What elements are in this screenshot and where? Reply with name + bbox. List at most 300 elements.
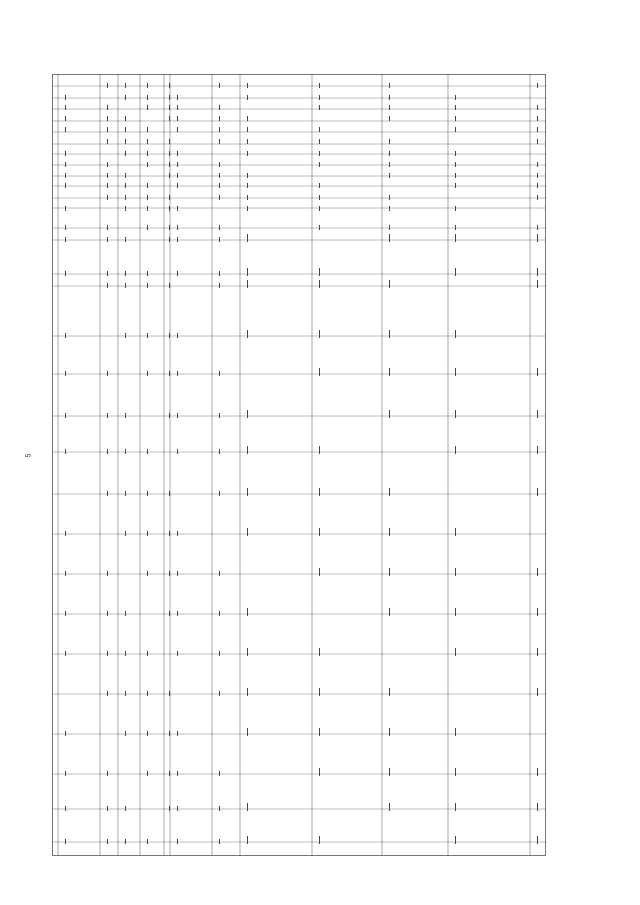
cell-text-stroke [125, 271, 126, 276]
table-cell-mark [218, 83, 221, 88]
table-cell-mark [106, 771, 109, 776]
cell-text-stroke [389, 195, 390, 200]
cell-text-stroke [107, 413, 108, 418]
cell-text-stroke [537, 162, 538, 167]
table-cell-mark [218, 183, 221, 188]
cell-text-stroke [455, 225, 456, 230]
table-cell-mark [106, 839, 109, 844]
cell-text-stroke [455, 768, 456, 776]
table-cell-mark [64, 105, 67, 110]
cell-text-stroke [125, 839, 126, 844]
cell-text-stroke [389, 410, 390, 418]
table-cell-mark [388, 83, 391, 88]
table-cell-mark [64, 116, 67, 121]
table-cell-mark [64, 731, 67, 736]
cell-text-stroke [65, 162, 66, 167]
table-cell-mark [454, 225, 457, 230]
table-cell-mark [454, 728, 457, 736]
cell-text-stroke [455, 803, 456, 811]
table-cell-mark [146, 571, 149, 576]
table-cell-mark [246, 488, 249, 496]
cell-text-stroke [389, 528, 390, 536]
table-cell-mark [536, 195, 539, 200]
table-cell-mark [218, 806, 221, 811]
cell-text-stroke [389, 330, 390, 338]
table-cell-mark [246, 173, 249, 178]
cell-text-stroke [537, 446, 538, 454]
cell-text-stroke [107, 225, 108, 230]
table-cell-mark [124, 271, 127, 276]
table-cell-mark [124, 195, 127, 200]
table-cell-mark [454, 183, 457, 188]
table-cell-mark [146, 691, 149, 696]
table-cell-mark [318, 528, 321, 536]
table-cell-mark [168, 173, 171, 178]
table-cell-mark [246, 195, 249, 200]
table-cell-mark [388, 330, 391, 338]
cell-text-stroke [177, 571, 178, 576]
cell-text-stroke [455, 410, 456, 418]
cell-text-stroke [125, 183, 126, 188]
table-cell-mark [246, 234, 249, 242]
table-cell-mark [318, 105, 321, 110]
table-cell-mark [454, 162, 457, 167]
table-cell-mark [124, 839, 127, 844]
cell-text-stroke [147, 162, 148, 167]
table-cell-mark [106, 139, 109, 144]
table-cell-mark [218, 162, 221, 167]
table-cell-mark [124, 183, 127, 188]
table-cell-mark [168, 116, 171, 121]
table-cell-mark [106, 127, 109, 132]
table-cell-mark [536, 268, 539, 276]
cell-text-stroke [219, 413, 220, 418]
cell-text-stroke [107, 283, 108, 288]
cell-text-stroke [107, 195, 108, 200]
table-cell-mark [124, 83, 127, 88]
table-cell-mark [106, 116, 109, 121]
table-cell-mark [536, 116, 539, 121]
cell-text-stroke [169, 116, 170, 121]
cell-text-stroke [65, 206, 66, 211]
table-cell-mark [146, 283, 149, 288]
table-cell-mark [454, 234, 457, 242]
table-cell-mark [218, 449, 221, 454]
table-cell-mark [146, 83, 149, 88]
cell-text-stroke [125, 449, 126, 454]
table-cell-mark [176, 127, 179, 132]
table-cell-mark [124, 173, 127, 178]
cell-text-stroke [537, 768, 538, 776]
table-cell-mark [146, 105, 149, 110]
cell-text-stroke [147, 271, 148, 276]
cell-text-stroke [537, 280, 538, 288]
cell-text-stroke [107, 83, 108, 88]
table-cell-mark [318, 488, 321, 496]
cell-text-stroke [455, 183, 456, 188]
table-cell-mark [246, 139, 249, 144]
cell-text-stroke [169, 491, 170, 496]
table-cell-mark [536, 162, 539, 167]
cell-text-stroke [169, 691, 170, 696]
table-cell-mark [176, 237, 179, 242]
table-cell-mark [168, 139, 171, 144]
table-cell-mark [64, 225, 67, 230]
cell-text-stroke [537, 368, 538, 376]
cell-text-stroke [169, 371, 170, 376]
cell-text-stroke [319, 768, 320, 776]
table-cell-mark [454, 568, 457, 576]
table-cell-mark [106, 162, 109, 167]
table-cell-mark [246, 116, 249, 121]
table-cell-mark [388, 568, 391, 576]
table-cell-mark [536, 836, 539, 844]
cell-text-stroke [147, 183, 148, 188]
table-cell-mark [176, 839, 179, 844]
table-cell-mark [218, 571, 221, 576]
table-cell-mark [124, 116, 127, 121]
cell-text-stroke [169, 151, 170, 156]
cell-text-stroke [247, 330, 248, 338]
table-grid [52, 74, 546, 856]
cell-text-stroke [389, 768, 390, 776]
cell-text-stroke [319, 688, 320, 696]
cell-text-stroke [537, 195, 538, 200]
cell-text-stroke [65, 531, 66, 536]
table-cell-mark [218, 771, 221, 776]
cell-text-stroke [389, 803, 390, 811]
table-cell-mark [388, 768, 391, 776]
cell-text-stroke [319, 151, 320, 156]
table-cell-mark [454, 608, 457, 616]
cell-text-stroke [247, 151, 248, 156]
cell-text-stroke [177, 806, 178, 811]
table-cell-mark [106, 651, 109, 656]
table-cell-mark [124, 731, 127, 736]
table-cell-mark [168, 531, 171, 536]
table-cell-mark [176, 95, 179, 100]
table-cell-mark [218, 371, 221, 376]
table-cell-mark [536, 173, 539, 178]
cell-text-stroke [169, 139, 170, 144]
table-cell-mark [124, 413, 127, 418]
rotated-data-table [52, 74, 546, 856]
table-cell-mark [124, 691, 127, 696]
table-cell-mark [388, 280, 391, 288]
table-cell-mark [146, 162, 149, 167]
cell-text-stroke [107, 651, 108, 656]
cell-text-stroke [107, 806, 108, 811]
cell-text-stroke [219, 195, 220, 200]
table-cell-mark [454, 446, 457, 454]
table-cell-mark [176, 333, 179, 338]
cell-text-stroke [107, 491, 108, 496]
table-cell-mark [536, 280, 539, 288]
cell-text-stroke [169, 173, 170, 178]
table-cell-mark [176, 116, 179, 121]
cell-text-stroke [65, 731, 66, 736]
table-cell-mark [64, 771, 67, 776]
table-cell-mark [454, 410, 457, 418]
cell-text-stroke [319, 836, 320, 844]
cell-text-stroke [455, 127, 456, 132]
cell-text-stroke [389, 688, 390, 696]
cell-text-stroke [177, 116, 178, 121]
table-cell-mark [106, 271, 109, 276]
cell-text-stroke [319, 225, 320, 230]
cell-text-stroke [177, 271, 178, 276]
table-cell-mark [318, 139, 321, 144]
table-cell-mark [168, 771, 171, 776]
table-cell-mark [146, 731, 149, 736]
cell-text-stroke [219, 105, 220, 110]
table-cell-mark [318, 330, 321, 338]
table-cell-mark [124, 151, 127, 156]
cell-text-stroke [177, 531, 178, 536]
cell-text-stroke [169, 83, 170, 88]
cell-text-stroke [65, 371, 66, 376]
cell-text-stroke [455, 446, 456, 454]
cell-text-stroke [169, 413, 170, 418]
cell-text-stroke [177, 206, 178, 211]
table-cell-mark [176, 611, 179, 616]
cell-text-stroke [537, 410, 538, 418]
table-cell-mark [318, 151, 321, 156]
table-cell-mark [176, 771, 179, 776]
table-cell-mark [146, 651, 149, 656]
cell-text-stroke [125, 731, 126, 736]
table-cell-mark [536, 225, 539, 230]
cell-text-stroke [389, 116, 390, 121]
table-cell-mark [388, 608, 391, 616]
cell-text-stroke [107, 371, 108, 376]
cell-text-stroke [65, 611, 66, 616]
cell-text-stroke [169, 195, 170, 200]
table-cell-mark [146, 491, 149, 496]
cell-text-stroke [319, 195, 320, 200]
cell-text-stroke [247, 127, 248, 132]
table-cell-mark [64, 611, 67, 616]
cell-text-stroke [319, 330, 320, 338]
cell-text-stroke [169, 283, 170, 288]
cell-text-stroke [125, 83, 126, 88]
table-cell-mark [388, 728, 391, 736]
table-cell-mark [218, 651, 221, 656]
cell-text-stroke [169, 333, 170, 338]
table-cell-mark [168, 237, 171, 242]
table-cell-mark [64, 333, 67, 338]
cell-text-stroke [177, 449, 178, 454]
cell-text-stroke [107, 183, 108, 188]
cell-text-stroke [107, 611, 108, 616]
cell-text-stroke [319, 127, 320, 132]
table-cell-mark [536, 83, 539, 88]
table-cell-mark [388, 206, 391, 211]
cell-text-stroke [455, 836, 456, 844]
table-cell-mark [454, 648, 457, 656]
cell-text-stroke [247, 648, 248, 656]
table-cell-mark [218, 491, 221, 496]
cell-text-stroke [65, 225, 66, 230]
cell-text-stroke [219, 611, 220, 616]
table-cell-mark [218, 116, 221, 121]
cell-text-stroke [319, 280, 320, 288]
cell-text-stroke [219, 225, 220, 230]
table-cell-mark [246, 648, 249, 656]
cell-text-stroke [537, 488, 538, 496]
cell-text-stroke [537, 648, 538, 656]
table-cell-mark [246, 410, 249, 418]
cell-text-stroke [177, 127, 178, 132]
table-cell-mark [318, 568, 321, 576]
table-cell-mark [454, 368, 457, 376]
cell-text-stroke [65, 95, 66, 100]
table-cell-mark [318, 446, 321, 454]
cell-text-stroke [319, 268, 320, 276]
cell-text-stroke [455, 648, 456, 656]
table-cell-mark [246, 280, 249, 288]
table-cell-mark [146, 95, 149, 100]
cell-text-stroke [169, 771, 170, 776]
table-cell-mark [454, 836, 457, 844]
cell-text-stroke [455, 173, 456, 178]
cell-text-stroke [147, 531, 148, 536]
table-cell-mark [124, 237, 127, 242]
cell-text-stroke [147, 139, 148, 144]
table-cell-mark [124, 95, 127, 100]
cell-text-stroke [147, 571, 148, 576]
table-cell-mark [454, 528, 457, 536]
table-cell-mark [246, 728, 249, 736]
table-cell-mark [218, 237, 221, 242]
table-cell-mark [454, 95, 457, 100]
cell-text-stroke [455, 528, 456, 536]
table-cell-mark [388, 528, 391, 536]
cell-text-stroke [177, 95, 178, 100]
cell-text-stroke [319, 105, 320, 110]
cell-text-stroke [177, 151, 178, 156]
table-cell-mark [318, 728, 321, 736]
cell-text-stroke [125, 95, 126, 100]
cell-text-stroke [389, 488, 390, 496]
table-cell-mark [318, 225, 321, 230]
table-cell-mark [176, 105, 179, 110]
table-cell-mark [64, 806, 67, 811]
cell-text-stroke [219, 116, 220, 121]
cell-text-stroke [169, 105, 170, 110]
cell-text-stroke [177, 173, 178, 178]
cell-text-stroke [147, 449, 148, 454]
cell-text-stroke [147, 105, 148, 110]
cell-text-stroke [247, 206, 248, 211]
cell-text-stroke [169, 225, 170, 230]
table-cell-mark [176, 162, 179, 167]
table-cell-mark [454, 173, 457, 178]
table-cell-mark [168, 491, 171, 496]
table-cell-mark [64, 173, 67, 178]
table-cell-mark [64, 449, 67, 454]
cell-text-stroke [107, 237, 108, 242]
table-cell-mark [536, 446, 539, 454]
cell-text-stroke [389, 139, 390, 144]
cell-text-stroke [107, 173, 108, 178]
cell-text-stroke [177, 333, 178, 338]
table-cell-mark [64, 151, 67, 156]
cell-text-stroke [319, 139, 320, 144]
table-cell-mark [124, 127, 127, 132]
cell-text-stroke [389, 206, 390, 211]
table-cell-mark [106, 195, 109, 200]
cell-text-stroke [219, 173, 220, 178]
table-cell-mark [64, 162, 67, 167]
cell-text-stroke [107, 105, 108, 110]
cell-text-stroke [177, 839, 178, 844]
table-cell-mark [168, 95, 171, 100]
table-cell-mark [64, 127, 67, 132]
cell-text-stroke [147, 225, 148, 230]
table-cell-mark [388, 105, 391, 110]
cell-text-stroke [319, 206, 320, 211]
table-cell-mark [218, 691, 221, 696]
table-cell-mark [318, 83, 321, 88]
table-cell-mark [218, 271, 221, 276]
cell-text-stroke [455, 234, 456, 242]
cell-text-stroke [537, 105, 538, 110]
cell-text-stroke [247, 234, 248, 242]
cell-text-stroke [107, 771, 108, 776]
table-cell-mark [318, 183, 321, 188]
table-cell-mark [146, 449, 149, 454]
table-border [53, 75, 546, 856]
cell-text-stroke [125, 195, 126, 200]
cell-text-stroke [319, 488, 320, 496]
table-cell-mark [388, 368, 391, 376]
table-cell-mark [536, 139, 539, 144]
table-cell-mark [176, 173, 179, 178]
cell-text-stroke [65, 771, 66, 776]
cell-text-stroke [537, 116, 538, 121]
cell-text-stroke [147, 83, 148, 88]
table-cell-mark [64, 271, 67, 276]
table-cell-mark [176, 806, 179, 811]
table-cell-mark [218, 413, 221, 418]
cell-text-stroke [247, 280, 248, 288]
cell-text-stroke [125, 333, 126, 338]
table-cell-mark [168, 151, 171, 156]
table-cell-mark [246, 268, 249, 276]
table-cell-mark [168, 371, 171, 376]
cell-text-stroke [319, 83, 320, 88]
table-cell-mark [318, 95, 321, 100]
table-cell-mark [146, 195, 149, 200]
table-cell-mark [536, 127, 539, 132]
cell-text-stroke [107, 139, 108, 144]
table-cell-mark [176, 271, 179, 276]
cell-text-stroke [65, 571, 66, 576]
table-cell-mark [106, 806, 109, 811]
cell-text-stroke [319, 528, 320, 536]
table-cell-mark [168, 413, 171, 418]
table-cell-mark [168, 283, 171, 288]
cell-text-stroke [65, 173, 66, 178]
cell-text-stroke [65, 105, 66, 110]
table-cell-mark [318, 195, 321, 200]
table-cell-mark [64, 206, 67, 211]
table-cell-mark [168, 571, 171, 576]
table-cell-mark [124, 651, 127, 656]
cell-text-stroke [65, 151, 66, 156]
cell-text-stroke [177, 413, 178, 418]
